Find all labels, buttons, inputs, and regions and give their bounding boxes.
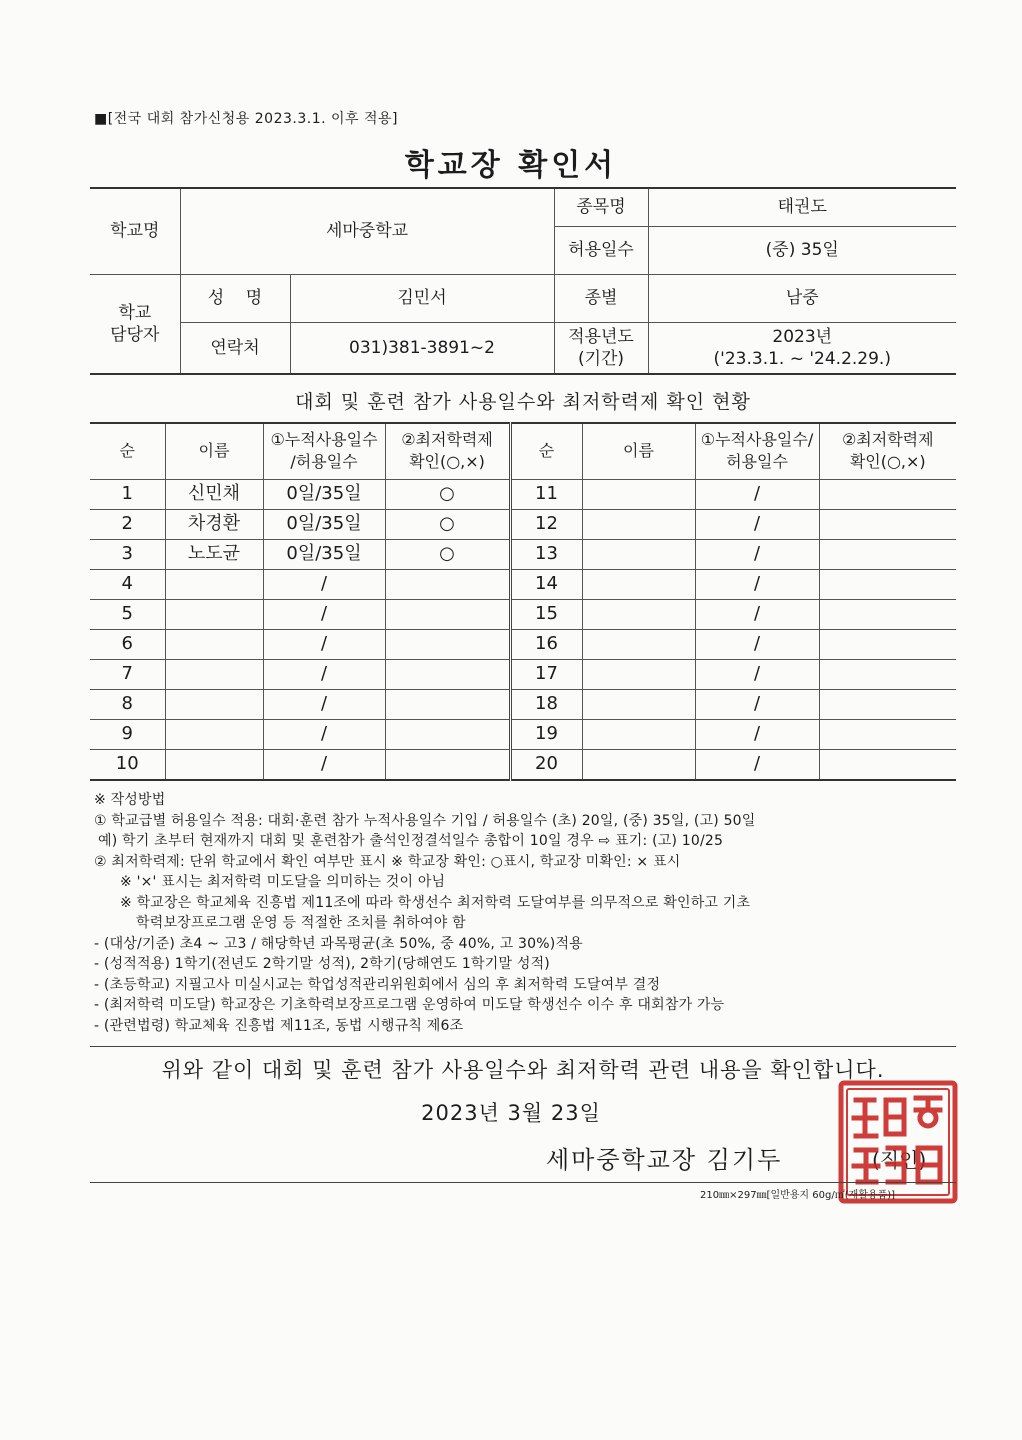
instruction-line: ※ '×' 표시는 최저학력 미도달을 의미하는 것이 아님: [120, 874, 446, 890]
school-name-label: 학교명: [90, 188, 180, 274]
used-days: 0일/35일: [263, 539, 385, 569]
table-row: [90, 479, 956, 509]
contact-label: 연락처: [180, 322, 290, 374]
student-name: 노도균: [165, 539, 263, 569]
student-name: [582, 569, 695, 599]
contact-value: 031)381-3891~2: [290, 322, 554, 374]
event-value: 태권도: [648, 188, 956, 226]
issue-date: 2023년 3월 23일: [421, 1101, 601, 1125]
allowed-days-value: (중) 35일: [648, 226, 956, 274]
instruction-line: ② 최저학력제: 단위 학교에서 확인 여부만 표시 ※ 학교장 확인: ○표시, 학교장 미확인: × 표시: [94, 853, 681, 870]
academic-check: [385, 659, 510, 689]
header-check-right: ②최저학력제 확인(○,×): [819, 423, 956, 479]
used-days: /: [263, 659, 385, 689]
student-name: [582, 539, 695, 569]
used-days: /: [695, 689, 819, 719]
student-name: [582, 749, 695, 780]
row-number: 6: [90, 629, 165, 659]
academic-check: [385, 749, 510, 780]
header-no: 순: [90, 423, 165, 479]
student-name: [165, 719, 263, 749]
header-days: ①누적사용일수 /허용일수: [263, 423, 385, 479]
academic-check: [819, 659, 956, 689]
instruction-line: 예) 학기 초부터 현재까지 대회 및 훈련참가 출석인정결석일수 총합이 10일 경우 ⇨ 표기: (고) 10/25: [98, 833, 724, 849]
student-name: [582, 629, 695, 659]
instruction-line: - (성적적용) 1학기(전년도 2학기말 성적), 2학기(당해연도 1학기말 성적): [94, 956, 550, 972]
used-days: /: [695, 599, 819, 629]
instruction-line: 학력보장프로그램 운영 등 적절한 조치를 취하여야 함: [136, 915, 466, 931]
used-days: /: [695, 659, 819, 689]
student-name: 신민채: [165, 479, 263, 509]
academic-check: [385, 599, 510, 629]
academic-check: [819, 569, 956, 599]
used-days: /: [695, 569, 819, 599]
instruction-line: - (초등학교) 지필고사 미실시교는 학업성적관리위원회에서 심의 후 최저학력 도달여부 결정: [94, 976, 661, 993]
paper-spec: 210㎜×297㎜[일반용지 60g/㎡(재활용품)]: [700, 1190, 896, 1201]
table-row: [90, 569, 956, 599]
academic-check: [385, 629, 510, 659]
used-days: /: [695, 749, 819, 780]
document-title: 학교장 확인서: [404, 148, 618, 183]
header-name-right: 이름: [582, 423, 695, 479]
header-days-right: ①누적사용일수/ 허용일수: [695, 423, 819, 479]
instruction-line: - (대상/기준) 초4 ~ 고3 / 해당학년 과목평균(초 50%, 중 40%, 고 30%)적용: [94, 935, 583, 952]
used-days: /: [695, 479, 819, 509]
instruction-line: ① 학교급별 허용일수 적용: 대회·훈련 참가 누적사용일수 기입 / 허용일수 (초) 20일, (중) 35일, (고) 50일: [94, 812, 756, 829]
student-name: [582, 479, 695, 509]
instructions: [94, 790, 964, 1036]
row-number: 12: [510, 509, 582, 539]
row-number: 8: [90, 689, 165, 719]
apply-year-label: 적용년도 (기간): [554, 322, 648, 374]
academic-check: [819, 599, 956, 629]
student-name: [165, 629, 263, 659]
academic-check: [385, 689, 510, 719]
instruction-line: - (최저학력 미도달) 학교장은 기초학력보장프로그램 운영하여 미도달 학생선수 이수 후 대회참가 가능: [94, 997, 725, 1013]
academic-check: [819, 749, 956, 780]
used-days: /: [695, 539, 819, 569]
academic-check: [385, 569, 510, 599]
row-number: 20: [510, 749, 582, 780]
academic-check: [819, 689, 956, 719]
academic-check: [819, 719, 956, 749]
student-name: [165, 689, 263, 719]
table-row: [90, 599, 956, 629]
student-name: [165, 659, 263, 689]
academic-check: ○: [385, 509, 510, 539]
used-days: /: [263, 569, 385, 599]
academic-check: ○: [385, 479, 510, 509]
event-label: 종목명: [554, 188, 648, 226]
student-name: [582, 659, 695, 689]
student-name: [582, 599, 695, 629]
header-no-right: 순: [510, 423, 582, 479]
used-days: /: [263, 719, 385, 749]
academic-check: ○: [385, 539, 510, 569]
header-name: 이름: [165, 423, 263, 479]
academic-check: [819, 539, 956, 569]
principal-signature: 세마중학교장 김기두: [546, 1146, 783, 1174]
table-row: [90, 719, 956, 749]
manager-name-value: 김민서: [290, 274, 554, 322]
row-number: 1: [90, 479, 165, 509]
used-days: 0일/35일: [263, 509, 385, 539]
divider: [90, 1046, 956, 1047]
student-name: [582, 719, 695, 749]
academic-check: [819, 509, 956, 539]
category-label: 종별: [554, 274, 648, 322]
student-name: 차경환: [165, 509, 263, 539]
row-number: 9: [90, 719, 165, 749]
row-number: 5: [90, 599, 165, 629]
row-number: 3: [90, 539, 165, 569]
student-name: [165, 749, 263, 780]
row-number: 13: [510, 539, 582, 569]
category-value: 남중: [648, 274, 956, 322]
row-number: 4: [90, 569, 165, 599]
used-days: /: [263, 689, 385, 719]
instructions-heading: ※ 작성방법: [94, 792, 166, 808]
used-days: 0일/35일: [263, 479, 385, 509]
row-number: 2: [90, 509, 165, 539]
allowed-days-label: 허용일수: [554, 226, 648, 274]
table-row: [90, 629, 956, 659]
form-usage-note: ■[전국 대회 참가신청용 2023.3.1. 이후 적용]: [94, 111, 399, 127]
seal-label: (직인): [872, 1148, 927, 1172]
student-name: [165, 569, 263, 599]
used-days: /: [263, 749, 385, 780]
confirmation-statement: 위와 같이 대회 및 훈련 참가 사용일수와 최저학력 관련 내용을 확인합니다.: [161, 1058, 885, 1082]
academic-check: [385, 719, 510, 749]
manager-name-label: 성 명: [180, 274, 290, 322]
status-subtitle: 대회 및 훈련 참가 사용일수와 최저학력제 확인 현황: [295, 391, 751, 413]
table-row: [90, 539, 956, 569]
row-number: 14: [510, 569, 582, 599]
student-name: [165, 599, 263, 629]
used-days: /: [695, 509, 819, 539]
row-number: 10: [90, 749, 165, 780]
instruction-line: - (관련법령) 학교체육 진흥법 제11조, 동법 시행규칙 제6조: [94, 1017, 464, 1034]
row-number: 16: [510, 629, 582, 659]
bottom-divider: [90, 1182, 956, 1183]
school-info-table: [90, 187, 956, 375]
table-row: [90, 689, 956, 719]
used-days: /: [695, 629, 819, 659]
academic-check: [819, 629, 956, 659]
school-manager-label: 학교 담당자: [90, 274, 180, 374]
status-table: [90, 422, 956, 781]
student-name: [582, 689, 695, 719]
apply-year-value: 2023년 ('23.3.1. ~ '24.2.29.): [648, 322, 956, 374]
table-row: [90, 749, 956, 780]
instruction-line: ※ 학교장은 학교체육 진흥법 제11조에 따라 학생선수 최저학력 도달여부를 의무적으로 확인하고 기초: [120, 894, 751, 911]
academic-check: [819, 479, 956, 509]
row-number: 17: [510, 659, 582, 689]
used-days: /: [263, 629, 385, 659]
row-number: 11: [510, 479, 582, 509]
used-days: /: [695, 719, 819, 749]
row-number: 19: [510, 719, 582, 749]
row-number: 18: [510, 689, 582, 719]
student-name: [582, 509, 695, 539]
used-days: /: [263, 599, 385, 629]
school-name-value: 세마중학교: [180, 188, 554, 274]
row-number: 7: [90, 659, 165, 689]
header-check: ②최저학력제 확인(○,×): [385, 423, 510, 479]
table-row: [90, 509, 956, 539]
table-row: [90, 659, 956, 689]
row-number: 15: [510, 599, 582, 629]
